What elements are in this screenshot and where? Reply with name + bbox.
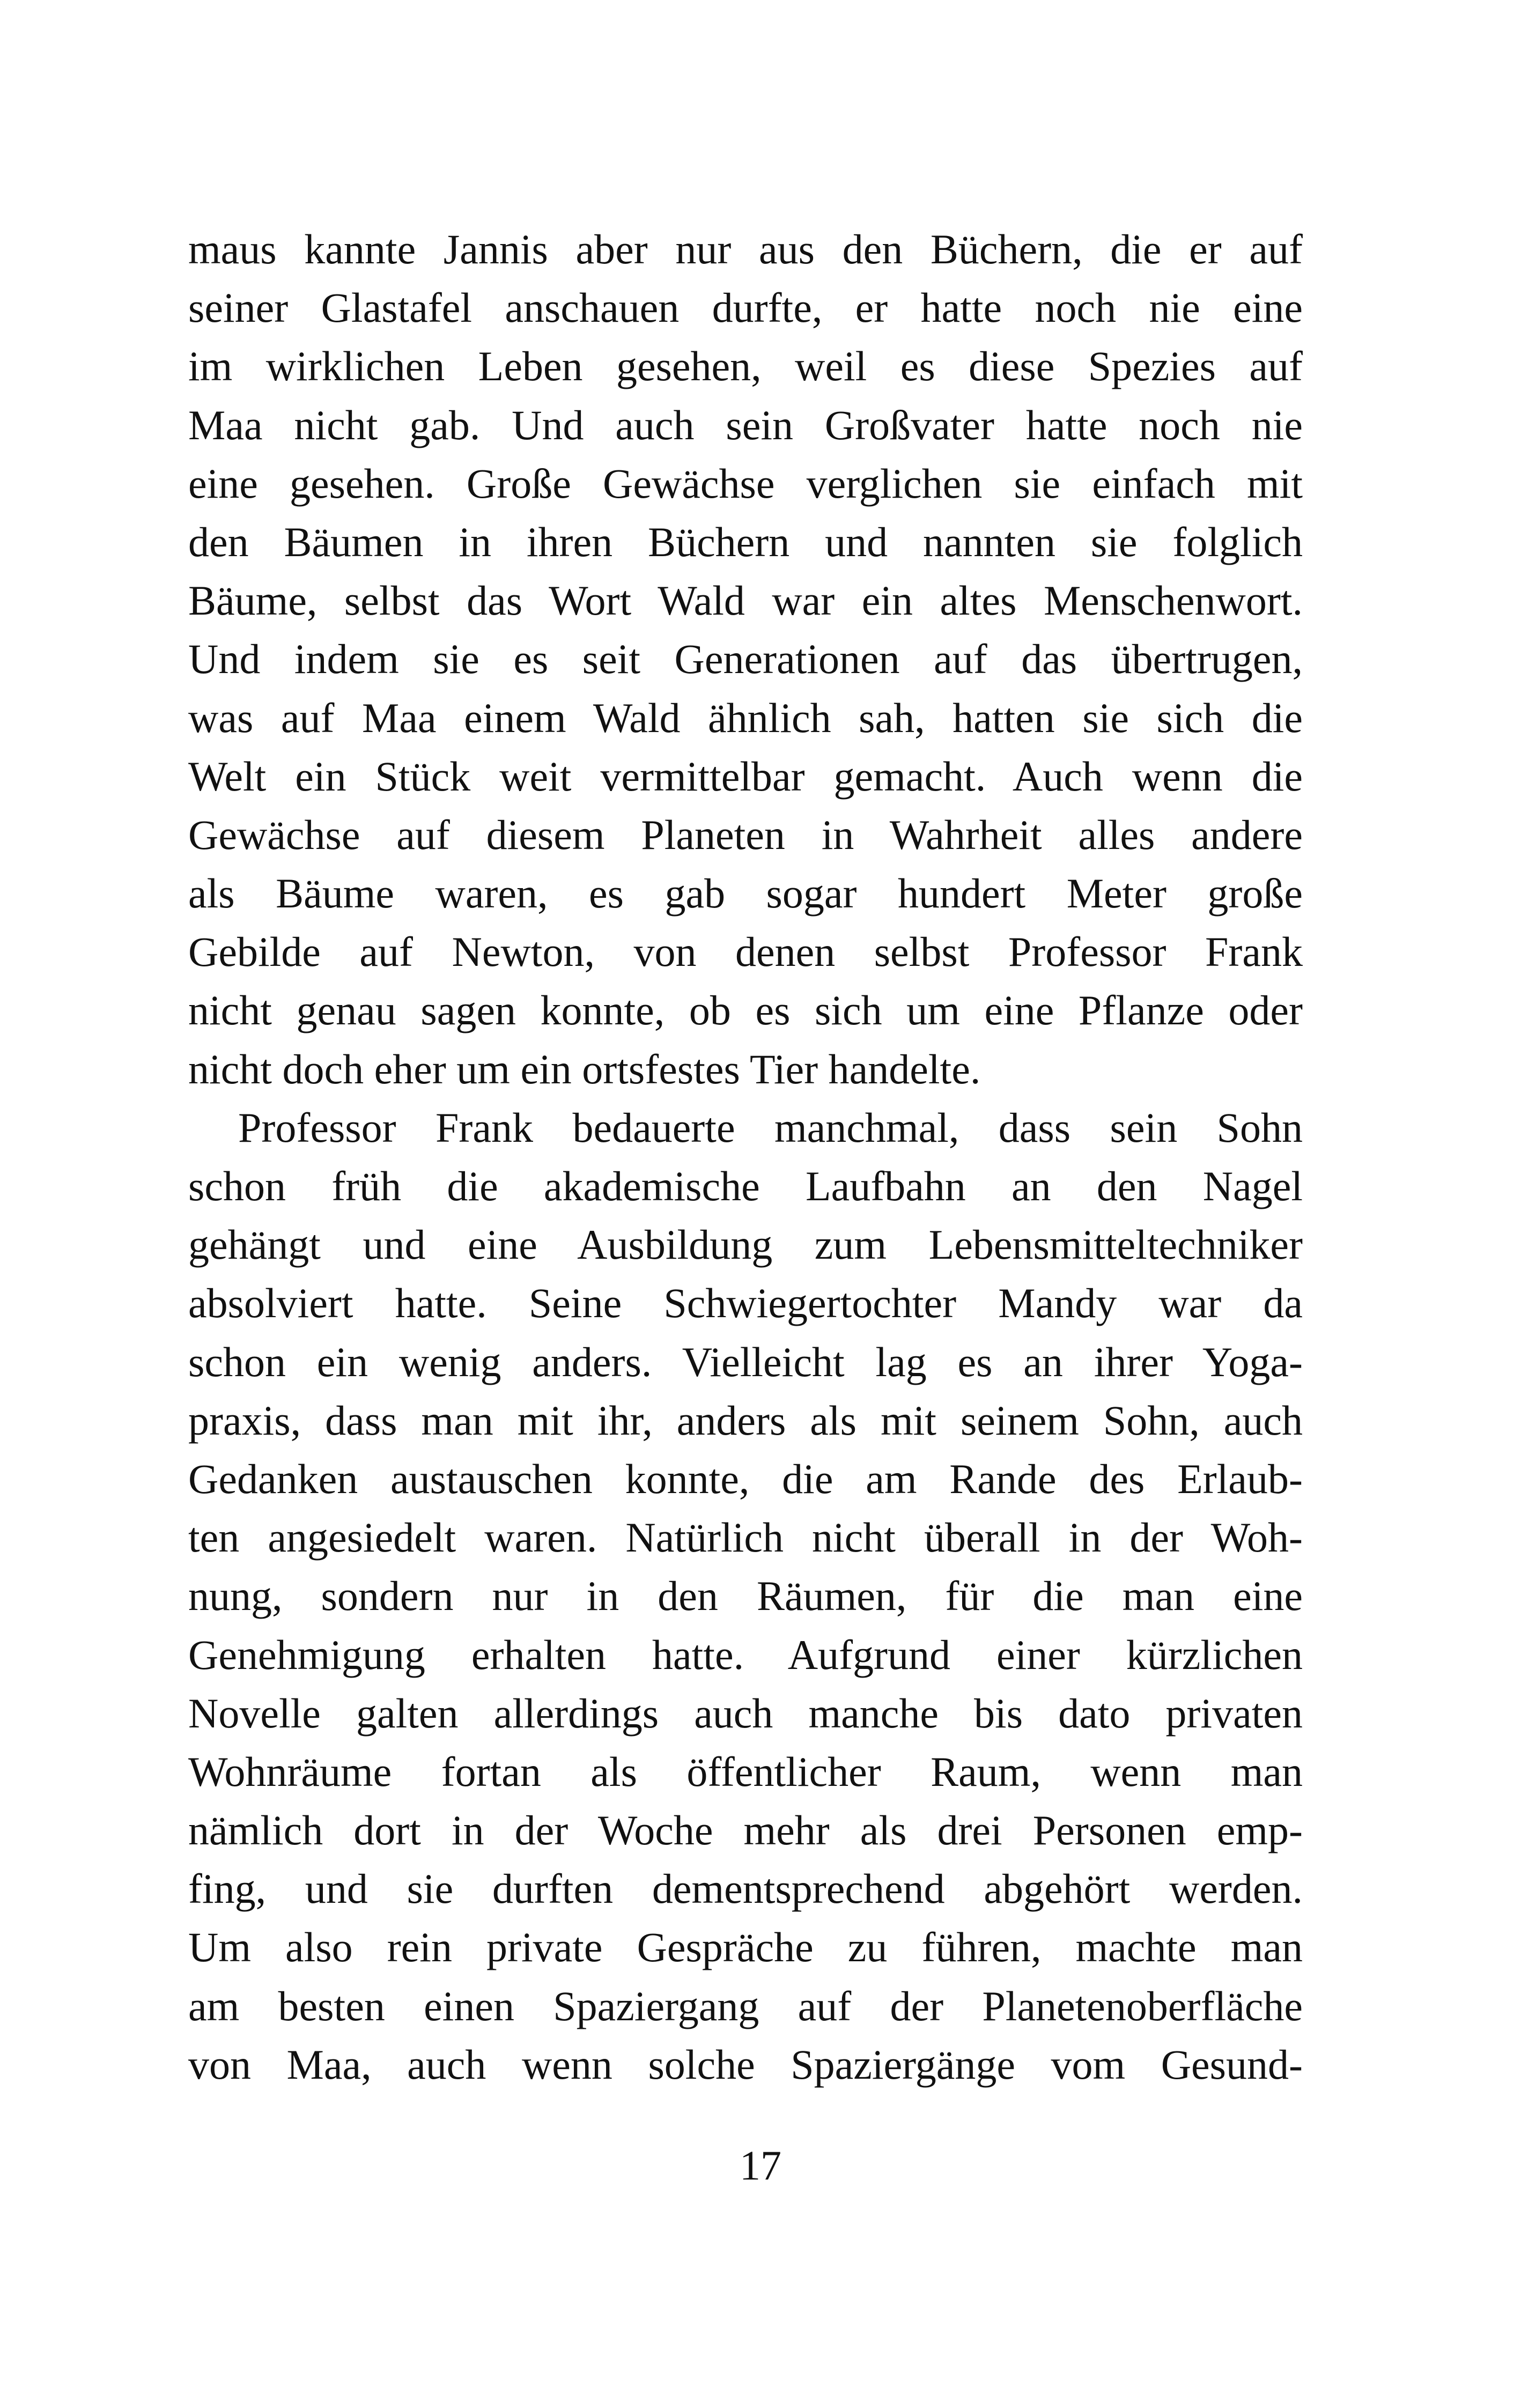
text-line: eine gesehen. Große Gewächse verglichen sie einfach mit <box>188 460 1303 507</box>
text-line: Genehmigung erhalten hatte. Aufgrund einer kürzlichen <box>188 1631 1303 1678</box>
text-line: schon früh die akademische Laufbahn an den Nagel <box>188 1163 1303 1209</box>
text-line: nung, sondern nur in den Räumen, für die man eine <box>188 1572 1303 1620</box>
text-line: fing, und sie durften dementsprechend abgehört werden. <box>188 1865 1303 1912</box>
page-number: 17 <box>740 2142 781 2189</box>
text-line: ten angesiedelt waren. Natürlich nicht überall in der Woh- <box>188 1514 1303 1561</box>
text-line: als Bäume waren, es gab sogar hundert Meter große <box>188 870 1303 917</box>
text-line: Gedanken austauschen konnte, die am Rande des Erlaub- <box>188 1455 1303 1502</box>
text-line: Bäume, selbst das Wort Wald war ein altes Menschenwort. <box>188 577 1303 624</box>
text-line: Professor Frank bedauerte manchmal, dass sein Sohn <box>238 1104 1303 1151</box>
text-line: den Bäumen in ihren Büchern und nannten sie folglich <box>188 518 1303 565</box>
text-line: Welt ein Stück weit vermittelbar gemacht. Auch wenn die <box>188 752 1303 800</box>
text-line: nämlich dort in der Woche mehr als drei Personen emp- <box>188 1807 1303 1854</box>
text-line: am besten einen Spaziergang auf der Planetenoberfläche <box>188 1982 1303 2029</box>
text-line: Gebilde auf Newton, von denen selbst Professor Frank <box>188 928 1303 976</box>
text-line: maus kannte Jannis aber nur aus den Büchern, die er auf <box>188 226 1303 272</box>
text-line: Und indem sie es seit Generationen auf das übertrugen, <box>188 636 1303 683</box>
text-line: praxis, dass man mit ihr, anders als mit seinem Sohn, auch <box>188 1397 1303 1444</box>
text-line: im wirklichen Leben gesehen, weil es diese Spezies auf <box>188 343 1303 390</box>
text-line: Gewächse auf diesem Planeten in Wahrheit alles andere <box>188 811 1303 858</box>
text-line: schon ein wenig anders. Vielleicht lag es an ihrer Yoga- <box>188 1338 1303 1385</box>
text-line: Wohnräume fortan als öffentlicher Raum, wenn man <box>188 1748 1303 1795</box>
text-line: nicht genau sagen konnte, ob es sich um eine Pflanze oder <box>188 987 1303 1034</box>
text-line: Um also rein private Gespräche zu führen, machte man <box>188 1924 1303 1971</box>
text-line: Maa nicht gab. Und auch sein Großvater hatte noch nie <box>188 401 1303 448</box>
text-line: nicht doch eher um ein ortsfestes Tier handelte. <box>188 1045 981 1092</box>
text-line: gehängt und eine Ausbildung zum Lebensmitteltechniker <box>188 1221 1303 1268</box>
text-line: seiner Glastafel anschauen durfte, er hatte noch nie eine <box>188 284 1303 331</box>
text-line: von Maa, auch wenn solche Spaziergänge vom Gesund- <box>188 2041 1303 2088</box>
text-line: absolviert hatte. Seine Schwiegertochter Mandy war da <box>188 1280 1303 1327</box>
text-line: Novelle galten allerdings auch manche bis dato privaten <box>188 1689 1303 1737</box>
text-line: was auf Maa einem Wald ähnlich sah, hatten sie sich die <box>188 694 1303 741</box>
body-text <box>188 220 1303 2094</box>
